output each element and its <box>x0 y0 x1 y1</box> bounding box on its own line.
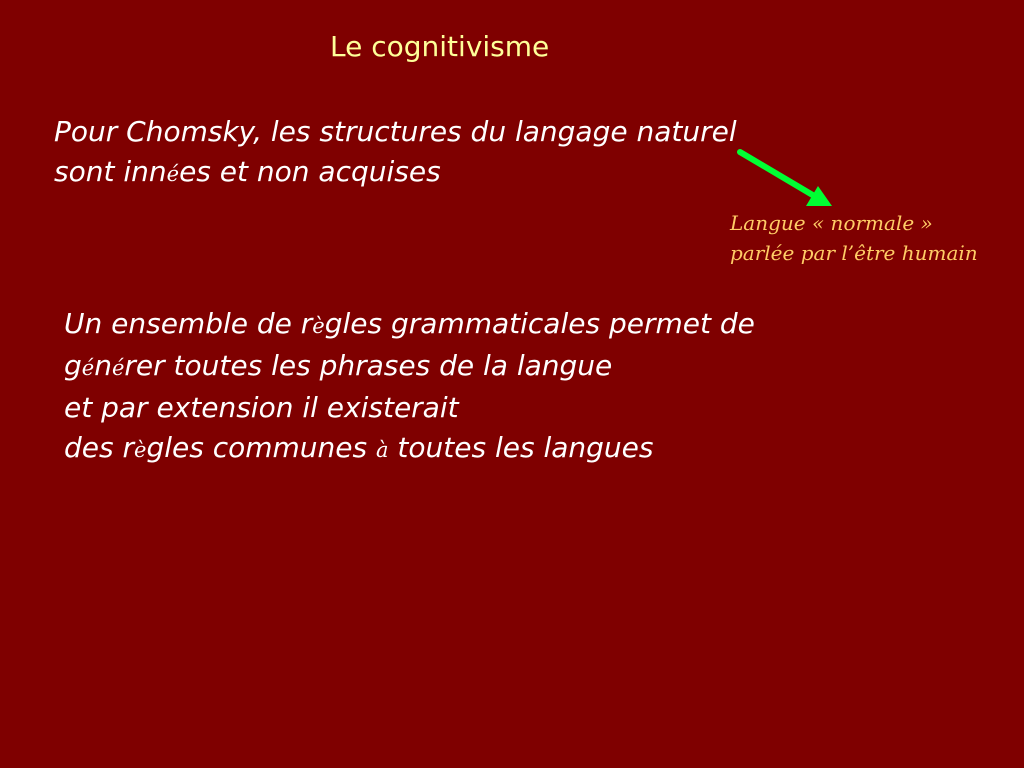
rules-line-1-part-a: Un ensemble de r <box>64 307 313 340</box>
statement-line-2-part-b: es et non acquises <box>179 155 441 188</box>
statement-line-2-part-a: sont inn <box>54 155 167 188</box>
rules-line-2 <box>64 346 755 388</box>
rules-line-2-part-b: rer toutes les phrases de la langue <box>124 349 613 382</box>
rules-line-2-mid: n <box>94 349 112 382</box>
slide-title: Le cognitivisme <box>330 30 550 63</box>
rules-line-1 <box>64 304 755 346</box>
chomsky-statement <box>54 112 737 194</box>
rules-line-2-part-a: g <box>64 349 82 382</box>
annotation-line-1: Langue « normale » <box>730 211 933 235</box>
rules-line-4-part-a: des r <box>64 431 134 464</box>
rules-line-4-mid: gles communes <box>146 431 376 464</box>
rules-line-3: et par extension il existerait <box>64 391 459 424</box>
rules-line-4-accent-1: è <box>134 438 147 462</box>
rules-line-4-part-b: toutes les langues <box>388 431 654 464</box>
statement-line-2 <box>54 152 737 194</box>
grammar-rules-text <box>64 304 755 470</box>
rules-line-1-part-b: gles grammaticales permet de <box>324 307 755 340</box>
rules-line-2-accent-1: é <box>81 356 95 380</box>
annotation-natural-language <box>730 208 978 268</box>
rules-line-4 <box>64 428 755 470</box>
rules-line-4-accent-2: à <box>376 438 389 462</box>
statement-line-1: Pour Chomsky, les structures du langage naturel <box>54 115 737 148</box>
rules-line-1-accent: è <box>312 314 325 338</box>
annotation-line-2: parlée par l’être humain <box>730 241 978 265</box>
rules-line-2-accent-2: é <box>111 356 125 380</box>
statement-line-2-accent: é <box>166 162 180 186</box>
